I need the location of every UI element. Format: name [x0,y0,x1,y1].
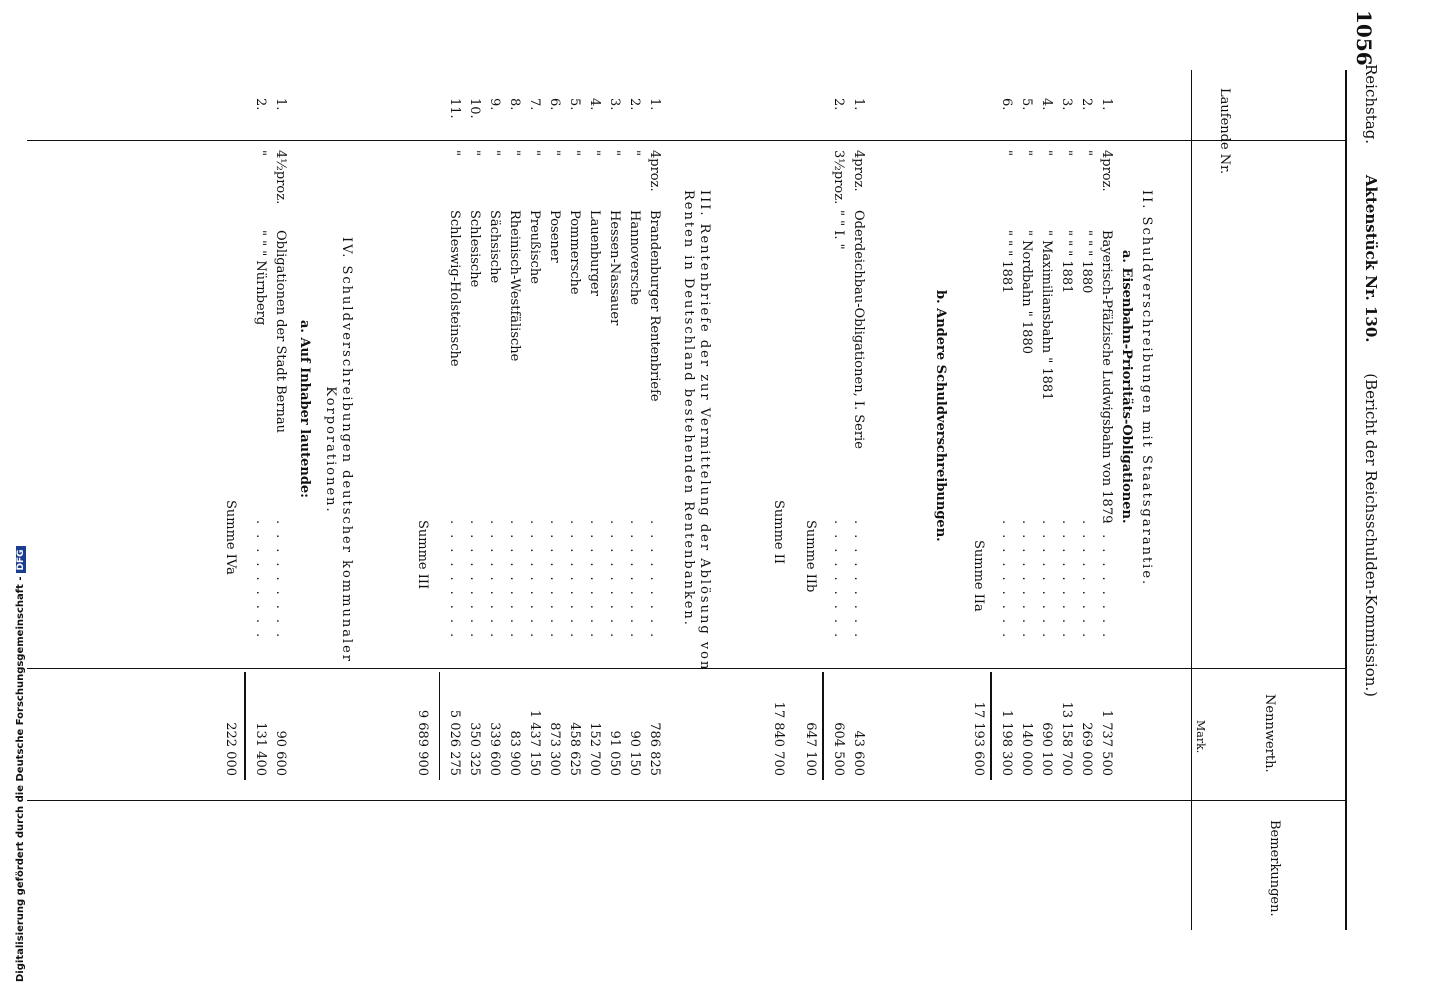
table-row [268,0,288,1000]
row-description: " " " 1881 [1059,230,1074,294]
row-value: 5 026 275 [447,709,462,776]
row-value: 152 700 [587,722,602,776]
row-number: 3. [1059,98,1074,111]
leader-dots: ......... [587,520,602,648]
row-description: " " I. " [831,210,846,250]
row-number: 4. [587,98,602,111]
table-row [562,0,582,1000]
row-rate: " [627,150,642,156]
row-rate: " [1059,150,1074,156]
column-header-bemerkungen: Bemerkungen. [1267,820,1282,917]
section-iv-title: IV. Schuldverschreibungen deutscher kommunaler Korporationen. [323,236,354,664]
leader-dots: ......... [851,520,866,648]
table-row [1054,0,1074,1000]
leader-dots: ......... [1059,520,1074,648]
leader-dots: ......... [273,520,288,648]
header-part-2: Aktenstück Nr. 130. [1362,174,1380,343]
leader-dots: ......... [467,520,482,648]
row-rate: " [447,150,462,156]
sum-rule [990,672,992,780]
table-row [622,0,642,1000]
row-description: " " " 1880 [1079,230,1094,294]
section-iva-title: a. Auf Inhaber lautende: [297,320,312,498]
table-row [502,0,522,1000]
sum-rule [822,672,824,780]
row-rate: " [467,150,482,156]
column-rule-number [27,140,1347,141]
row-number: 8. [507,98,522,111]
row-value: 140 000 [1019,722,1034,776]
row-rate: " [547,150,562,156]
row-value: 13 158 700 [1059,701,1074,776]
row-description: Sächsische [487,210,502,284]
row-rate: " [999,150,1014,156]
sum-iva-value: 222 000 [223,722,238,776]
leader-dots: ......... [647,520,662,648]
leader-dots: ......... [1039,520,1054,648]
row-rate: " [587,150,602,156]
row-rate: " [1079,150,1094,156]
table-row [1074,0,1094,1000]
row-value: 604 500 [831,722,846,776]
header-part-1: Reichstag. [1362,64,1380,145]
row-value: 1 198 300 [999,709,1014,776]
column-header-bottom-rule [1191,70,1192,930]
row-description: Posener [547,210,562,263]
row-number: 5. [567,98,582,111]
table-row [442,0,462,1000]
row-value: 83 900 [507,730,522,776]
section-iib-title: b. Andere Schuldverschreibungen. [933,290,948,542]
row-rate: 4proz. [647,150,662,192]
row-number: 2. [831,98,846,111]
table-row [1014,0,1034,1000]
table-row [642,0,662,1000]
leader-dots: ......... [547,520,562,648]
row-value: 1 737 500 [1099,709,1114,776]
row-rate: " [487,150,502,156]
row-rate: " [1039,150,1054,156]
sum-iib-label: Summe IIb [803,520,818,593]
row-description: " Maximiliansbahn " 1881 [1039,230,1054,401]
row-number: 2. [1079,98,1094,111]
sum-ii-label: Summe II [771,500,786,565]
row-rate: 4½proz. [273,150,288,205]
leader-dots: ......... [567,520,582,648]
leader-dots: ......... [253,520,268,648]
row-number: 6. [999,98,1014,111]
row-number: 1. [647,98,662,111]
dfg-logo-icon: DFG [16,546,26,573]
row-number: 4. [1039,98,1054,111]
table-row [1094,0,1114,1000]
row-value: 90 600 [273,730,288,776]
leader-dots: ......... [1019,520,1034,648]
row-rate: 4proz. [851,150,866,192]
row-description: " Nordbahn " 1880 [1019,230,1034,354]
row-description: Lauenburger [587,210,602,296]
leader-dots: ......... [447,520,462,648]
row-description: Hessen-Nassauer [607,210,622,326]
column-unit-mark: Mark. [1194,720,1207,754]
row-description: Oderdeichbau-Obligationen, I. Serie [851,210,866,449]
row-rate: 3½proz. [831,150,846,205]
row-number: 11. [447,98,462,119]
sum-rule [244,672,246,780]
row-rate: 4proz. [1099,150,1114,192]
row-number: 2. [253,98,268,111]
row-number: 2. [627,98,642,111]
column-header-nennwerth: Nennwerth. [1262,694,1277,773]
digitization-credit-text: Digitalisierung gefördert durch die Deutsche Forschungsgemeinschaft - [15,576,26,982]
row-number: 6. [547,98,562,111]
row-number: 9. [487,98,502,111]
section-iia-title: a. Eisenbahn-Prioritäts-Obligationen. [1119,250,1134,524]
row-value: 43 600 [851,730,866,776]
leader-dots: ......... [607,520,622,648]
row-description: " " " Nürnberg [253,230,268,326]
sum-iib-value: 647 100 [803,722,818,776]
row-value: 458 625 [567,722,582,776]
table-row [582,0,602,1000]
leader-dots: ......... [487,520,502,648]
row-rate: " [607,150,622,156]
leader-dots: ......... [507,520,522,648]
row-description: Schleswig-Holsteinsche [447,210,462,367]
leader-dots: ......... [999,520,1014,648]
leader-dots: ......... [627,520,642,648]
sum-iii-value: 9 689 900 [415,709,430,776]
row-rate: " [253,150,268,156]
table-row [522,0,542,1000]
column-rule-bemerkungen [27,800,1347,801]
table-row [602,0,622,1000]
sum-iia-value: 17 193 600 [971,701,986,776]
row-number: 7. [527,98,542,111]
row-value: 786 825 [647,722,662,776]
row-number: 1. [273,98,288,111]
row-description: " " " 1881 [999,230,1014,294]
leader-dots: ......... [1079,520,1094,648]
sum-ii-value: 17 840 700 [771,701,786,776]
sum-rule [439,672,440,780]
table-row [846,0,866,1000]
row-rate: " [1019,150,1034,156]
row-description: Hannoversche [627,210,642,305]
leader-dots: ......... [1099,520,1114,648]
table-row [826,0,846,1000]
row-rate: " [527,150,542,156]
row-description: Rheinisch-Westfälische [507,210,522,362]
row-number: 10. [467,98,482,119]
table-row [994,0,1014,1000]
page-number: 1056 [1352,10,1376,66]
row-description: Pommersche [567,210,582,295]
row-value: 131 400 [253,722,268,776]
section-ii-title: II. Schuldverschreibungen mit Staatsgarantie. [1139,190,1154,587]
row-number: 1. [851,98,866,111]
table-row [248,0,268,1000]
leader-dots: ......... [527,520,542,648]
row-value: 269 000 [1079,722,1094,776]
header-part-3: (Bericht der Reichsschulden-Kommission.) [1362,373,1380,698]
sum-iia-label: Summe IIa [971,540,986,612]
section-iii-title: III. Rentenbriefe der zur Vermittelung der Ablösung von Renten in Deutschland bestehenden Rentenbanken. [681,190,712,672]
row-value: 690 100 [1039,722,1054,776]
table-row [462,0,482,1000]
row-value: 339 600 [487,722,502,776]
table-row [1034,0,1054,1000]
table-row [482,0,502,1000]
table-row [542,0,562,1000]
row-description: Schlesische [467,210,482,288]
row-description: Bayerisch-Pfälzische Ludwigsbahn von 1879 [1099,230,1114,524]
row-value: 91 050 [607,730,622,776]
column-header-laufende: Laufende Nr. [1217,88,1232,175]
row-value: 350 325 [467,722,482,776]
row-rate: " [507,150,522,156]
leader-dots: ......... [831,520,846,648]
page-header [1362,64,1380,844]
header-rule-top [1345,70,1347,930]
row-number: 5. [1019,98,1034,111]
sum-iii-label: Summe III [415,520,430,590]
row-value: 873 300 [547,722,562,776]
sum-iva-label: Summe IVa [223,500,238,575]
row-value: 1 437 150 [527,709,542,776]
row-description: Preußische [527,210,542,284]
row-description: Obligationen der Stadt Bernau [273,230,288,434]
row-value: 90 150 [627,730,642,776]
row-number: 1. [1099,98,1114,111]
row-description: Brandenburger Rentenbriefe [647,210,662,402]
digitization-credit [15,546,26,982]
row-rate: " [567,150,582,156]
row-number: 3. [607,98,622,111]
